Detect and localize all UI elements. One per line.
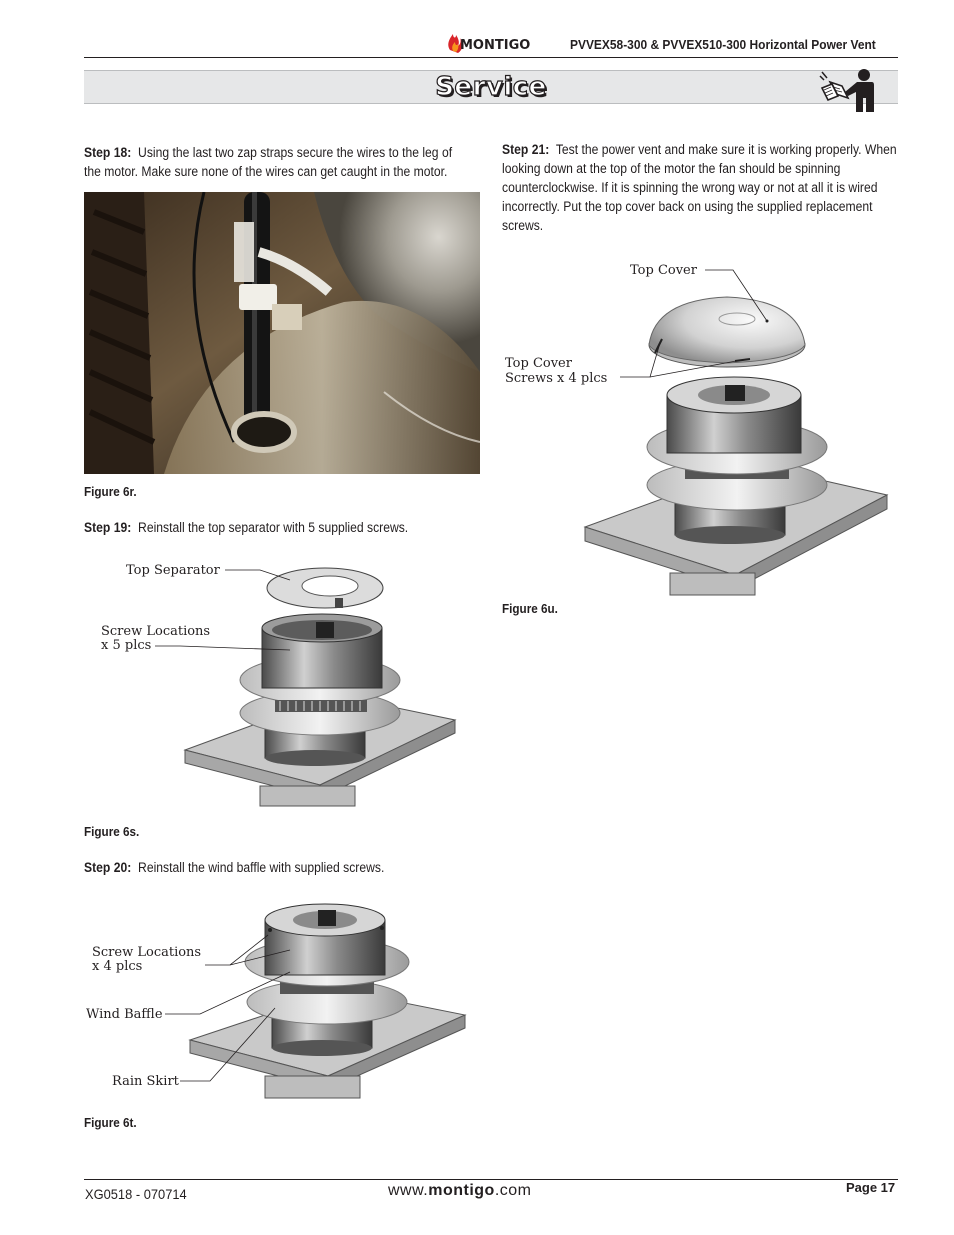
website-link[interactable]	[388, 1182, 532, 1200]
label-screw-count: x 5 plcs	[101, 638, 152, 653]
step-label: Step 20:	[84, 860, 132, 875]
label-top-cover: Top Cover	[630, 263, 697, 278]
website-prefix: www.	[388, 1182, 429, 1199]
top-cover	[649, 297, 805, 367]
top-separator	[267, 568, 383, 608]
document-title: PVVEX58-300 & PVVEX510-300 Horizontal Power Vent	[570, 37, 876, 52]
step-label: Step 18:	[84, 145, 132, 160]
figure-6s-drawing	[90, 550, 470, 820]
step-19-paragraph	[84, 518, 471, 537]
footer-rule	[84, 1179, 898, 1180]
label-screw-count: x 4 plcs	[92, 959, 143, 974]
label-top-separator: Top Separator	[126, 563, 220, 578]
step-text: Reinstall the top separator with 5 supplied screws.	[138, 520, 409, 535]
figure-6s-caption: Figure 6s.	[84, 824, 140, 839]
step-text: Using the last two zap straps secure the wires to the leg of the motor. Make sure none of the wires can get caught in the motor.	[84, 145, 453, 179]
step-label: Step 19:	[84, 520, 132, 535]
figure-6u-drawing	[505, 255, 895, 605]
step-21-paragraph	[502, 140, 898, 235]
label-wind-baffle: Wind Baffle	[86, 1007, 163, 1022]
figure-6r-photo	[84, 192, 480, 474]
label-top-cover-screws: Top Cover	[505, 356, 572, 371]
figure-6t-caption: Figure 6t.	[84, 1115, 137, 1130]
step-text: Reinstall the wind baffle with supplied screws.	[138, 860, 385, 875]
figure-6r-caption: Figure 6r.	[84, 484, 137, 499]
person-reading-manual-icon	[818, 68, 878, 114]
website-brand: montigo	[428, 1182, 495, 1199]
header-rule	[84, 57, 898, 58]
step-label: Step 21:	[502, 142, 550, 157]
document-code: XG0518 - 070714	[85, 1186, 187, 1202]
website-suffix: .com	[494, 1182, 532, 1199]
montigo-logo	[444, 24, 540, 58]
label-rain-skirt: Rain Skirt	[112, 1074, 179, 1089]
step-18-paragraph	[84, 143, 471, 181]
step-text: Test the power vent and make sure it is working properly. When looking down at the top of the motor the fan should be spinning counterclockwise. If it is spinning the wrong way or not at all it is wired incorrectly. Put the top cover back on using the supplied replacement screws.	[502, 142, 897, 233]
label-screw-locations: Screw Locations	[101, 624, 211, 639]
label-screw-locations: Screw Locations	[92, 945, 202, 960]
page-number: Page 17	[846, 1180, 896, 1195]
logo-wordmark: MONTIGO	[460, 38, 531, 53]
section-title: Service	[435, 72, 547, 102]
step-20-paragraph	[84, 858, 471, 877]
figure-6u-caption: Figure 6u.	[502, 601, 558, 616]
label-screw-count: Screws x 4 plcs	[505, 371, 608, 386]
